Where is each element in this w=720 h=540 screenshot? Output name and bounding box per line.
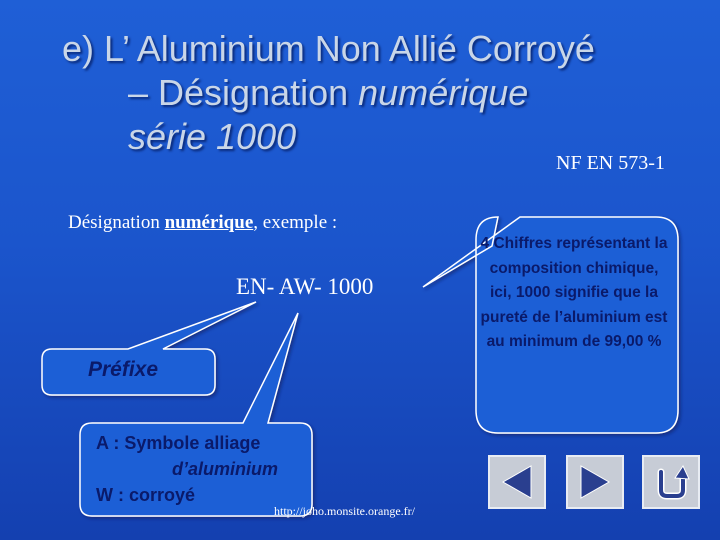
title-line-1: e) L’ Aluminium Non Allié Corroyé — [62, 28, 595, 69]
previous-button[interactable] — [488, 455, 546, 509]
title-line-2-prefix: – Désignation — [128, 72, 359, 113]
alloy-line-1: A : Symbole alliage — [96, 433, 261, 453]
chiffres-description: 4 Chiffres représentant la composition chimique, ici, 1000 signifie que la pureté de l’aluminium est au minimum de 99,00 % — [480, 235, 668, 350]
return-button[interactable] — [642, 455, 700, 509]
next-button[interactable] — [566, 455, 624, 509]
designation-suffix: , exemple : — [253, 212, 338, 233]
alloy-description — [96, 430, 278, 508]
alloy-line-2: d’aluminium — [172, 459, 279, 479]
code-example: EN- AW- 1000 — [236, 274, 374, 299]
prefixe-label: Préfixe — [88, 358, 159, 381]
title-line-3: série 1000 — [128, 116, 297, 157]
norm-reference: NF EN 573-1 — [556, 152, 665, 174]
source-url: http://joho.monsite.orange.fr/ — [274, 504, 415, 518]
alloy-line-3: W : corroyé — [96, 485, 196, 505]
return-arrow-icon — [651, 462, 691, 502]
designation-prefix: Désignation — [68, 212, 165, 233]
title-line-2-italic: numérique — [358, 72, 529, 113]
designation-underlined: numérique — [164, 212, 254, 233]
triangle-right-icon — [575, 462, 615, 502]
triangle-left-icon — [497, 462, 537, 502]
